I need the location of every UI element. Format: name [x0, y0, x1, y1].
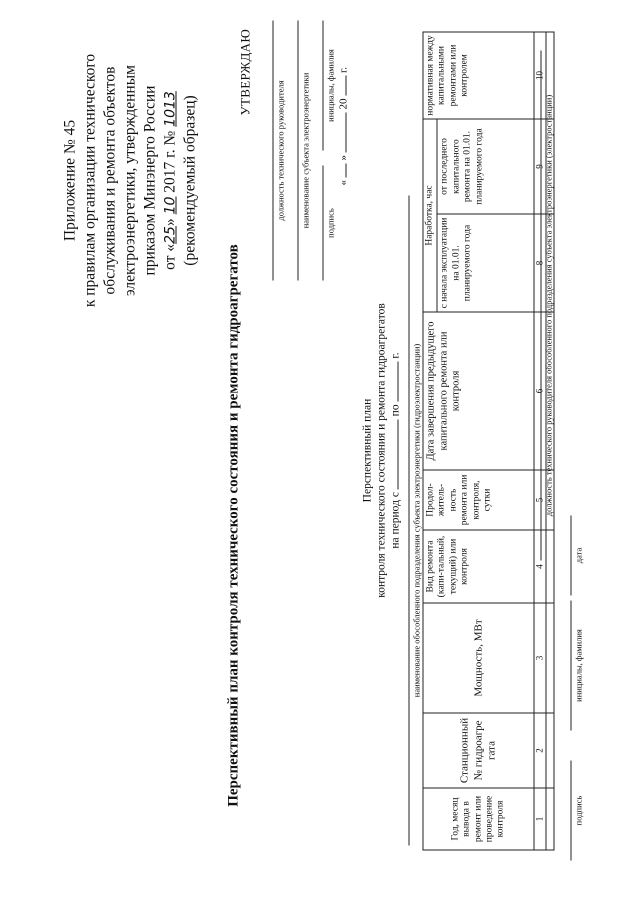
approve-line-name	[322, 20, 323, 150]
appendix-line: к правилам организации технического	[81, 53, 98, 307]
col-header-operating-hours: Наработка, час	[423, 119, 437, 312]
column-number: 1	[534, 788, 546, 850]
column-number: 2	[534, 713, 546, 788]
bottom-line-sign	[570, 760, 571, 860]
col-header-repair-type: Вид ремонта (капи-тальный, текущий) или контроля	[423, 530, 534, 603]
bottom-caption-position: должность технического руководителя обособленного подразделения субъекта электроэнергетики (электростанции)	[543, 94, 553, 516]
appendix-line: приказом Минэнерго России	[141, 85, 158, 275]
approve-caption-position: должность технического руководителя	[275, 79, 285, 221]
col-header-year-month: Год, месяц вывода в ремонт или проведение контроля	[423, 788, 534, 850]
column-number: 6	[534, 312, 546, 470]
approve-caption-sign: подпись	[325, 207, 335, 238]
column-number: 5	[534, 470, 546, 530]
subdivision-caption: наименование обособленного подразделения субъекта электроэнергетики (гидроэлектростанции)	[411, 343, 421, 697]
appendix-block	[60, 15, 200, 345]
order-number: 1013	[162, 90, 178, 127]
col-header-normative: нормативная между капитальными ремонтами или контролем	[423, 32, 534, 119]
appendix-number: Приложение № 45	[61, 119, 78, 241]
col-header-power: Мощность, МВт	[423, 603, 534, 713]
col-header-prev-repair-date: Дата завершения предыдущего капитального ремонта или контроля	[423, 312, 534, 470]
col-header-duration: Продол-житель-ность ремонта или контроля, сутки	[423, 470, 534, 530]
approve-date: « » 20 г.	[337, 66, 349, 185]
order-month: 10	[162, 196, 178, 214]
plan-period: на период с по г.	[389, 351, 401, 549]
bottom-line-date	[570, 515, 571, 595]
plan-heading	[360, 255, 402, 645]
approve-line-company	[297, 20, 298, 280]
appendix-line: электроэнергетики, утвержденным	[121, 64, 138, 296]
appendix-line: обслуживания и ремонта объектов	[101, 66, 118, 294]
approve-line-sign	[322, 165, 323, 280]
bottom-caption-name: инициалы, фамилия	[573, 628, 583, 702]
order-line: от «25» 10 2017 г. № 1013	[161, 90, 178, 270]
col-header-since-last-repair: от последнего капитального ремонта на 01.01. планируемого года	[437, 119, 534, 214]
order-day: 25	[162, 225, 178, 244]
bottom-caption-sign: подпись	[573, 795, 583, 825]
column-number: 3	[534, 603, 546, 713]
col-header-since-start: с начала эксплуатации на 01.01. планируемого года	[437, 214, 534, 312]
subdivision-line	[408, 195, 409, 845]
approve-title: УТВЕРЖДАЮ	[237, 28, 252, 115]
column-number: 8	[534, 214, 546, 312]
plan-subtitle: контроля технического состояния и ремонта гидроагрегатов	[375, 302, 387, 598]
page-title: Перспективный план контроля технического состояния и ремонта гидроагрегатов	[225, 243, 241, 807]
plan-title: Перспективный план	[361, 398, 373, 502]
column-number: 10	[534, 32, 546, 119]
bottom-caption-date: дата	[573, 547, 583, 563]
column-number: 4	[534, 530, 546, 603]
bottom-line-position	[540, 50, 541, 560]
column-number: 9	[534, 119, 546, 214]
plan-table	[422, 31, 554, 850]
col-header-station-number: Станционный № гидроагре гата	[423, 713, 534, 788]
approve-caption-company: наименование субъекта электроэнергетики	[300, 72, 310, 228]
sample-note: (рекомендуемый образец)	[181, 94, 198, 266]
approve-line-position	[272, 20, 273, 280]
bottom-line-name	[570, 600, 571, 730]
approve-caption-name: инициалы, фамилия	[325, 48, 335, 122]
